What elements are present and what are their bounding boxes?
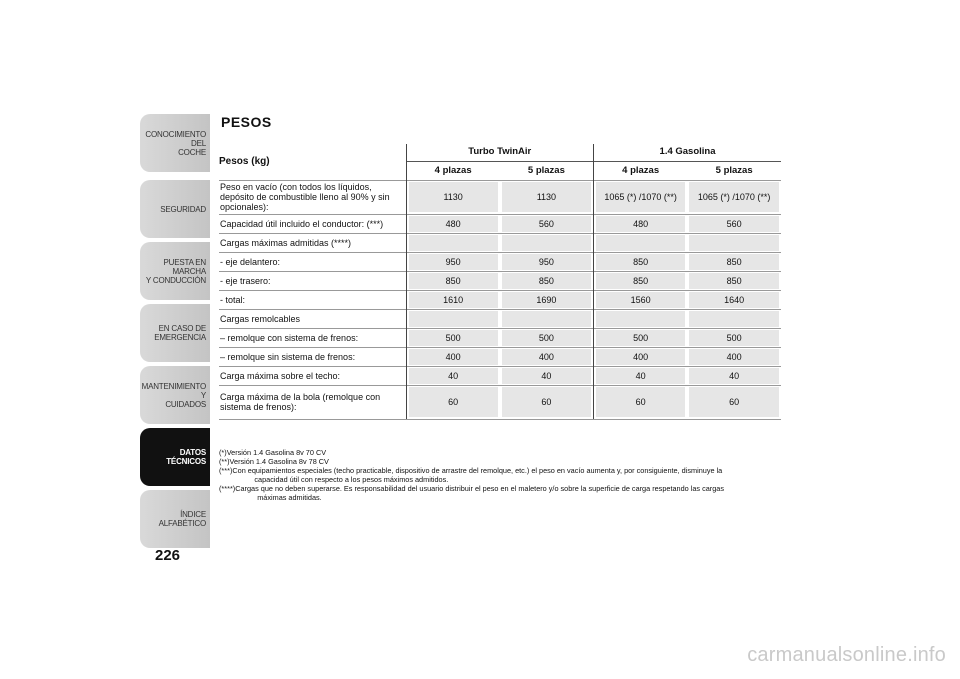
footnote-mark: (*) (219, 448, 227, 457)
cell-value: 1610 (409, 292, 498, 308)
cell-value: 40 (596, 368, 685, 384)
table-cell (406, 290, 500, 309)
table-row (219, 309, 781, 328)
table-row (219, 328, 781, 347)
table-cell (406, 252, 500, 271)
cell-value (689, 235, 779, 251)
row-label: – remolque sin sistema de frenos: (219, 347, 406, 366)
cell-value: 560 (502, 216, 591, 232)
cell-value: 1065 (*) /1070 (**) (596, 182, 685, 212)
table-row (219, 180, 781, 214)
cell-value: 500 (502, 330, 591, 346)
cell-value: 60 (689, 387, 779, 417)
footnote-mark: (****) (219, 484, 236, 493)
table-cell (687, 366, 781, 385)
group-header-gasolina: 1.4 Gasolina (594, 144, 782, 161)
cell-value: 850 (596, 254, 685, 270)
cell-value: 480 (596, 216, 685, 232)
table-cell (594, 180, 688, 214)
table-cell (406, 233, 500, 252)
cell-value: 400 (502, 349, 591, 365)
row-label: - total: (219, 290, 406, 309)
table-cell (687, 214, 781, 233)
cell-value: 1130 (502, 182, 591, 212)
row-label: Carga máxima de la bola (remolque con sistema de frenos): (219, 385, 406, 419)
cell-value: 60 (502, 387, 591, 417)
footnote-text: Cargas que no deben superarse. Es responsabilidad del usuario distribuir el peso en el maletero y/o sobre la superficie de carga respetando las cargas (235, 484, 724, 493)
table-row (219, 252, 781, 271)
sidebar-item-datos-tecnicos[interactable]: DATOS TÉCNICOS (140, 428, 210, 486)
table-row (219, 347, 781, 366)
cell-value: 40 (502, 368, 591, 384)
cell-value: 500 (596, 330, 685, 346)
table-row (219, 366, 781, 385)
table-cell (594, 385, 688, 419)
seats-header: 4 plazas (406, 161, 500, 180)
cell-value: 950 (409, 254, 498, 270)
footnote (219, 466, 779, 484)
cell-value: 40 (689, 368, 779, 384)
footnote-text-continued: capacidad útil con respecto a los pesos máximos admitidos. (254, 475, 449, 484)
table-cell (406, 214, 500, 233)
table-cell (500, 366, 594, 385)
table-cell (406, 366, 500, 385)
table-cell (500, 180, 594, 214)
table-cell (687, 252, 781, 271)
table-cell (594, 309, 688, 328)
footnote-text: Con equipamientos especiales (techo practicable, dispositivo de arrastre del remolque, etc.) el peso en vacío aumenta y, por consiguiente, disminuye la (232, 466, 723, 475)
cell-value: 60 (409, 387, 498, 417)
cell-value: 500 (409, 330, 498, 346)
cell-value: 400 (409, 349, 498, 365)
cell-value (596, 311, 685, 327)
cell-value: 500 (689, 330, 779, 346)
cell-value: 560 (689, 216, 779, 232)
table-cell (406, 309, 500, 328)
group-header-turbo-twinair: Turbo TwinAir (406, 144, 594, 161)
footnote-text-wrap (230, 457, 779, 466)
row-label: - eje delantero: (219, 252, 406, 271)
table-cell (500, 233, 594, 252)
table-cell (500, 271, 594, 290)
row-label: Cargas remolcables (219, 309, 406, 328)
watermark: carmanualsonline.info (747, 644, 946, 666)
table-cell (594, 271, 688, 290)
cell-value: 1130 (409, 182, 498, 212)
cell-value: 1065 (*) /1070 (**) (689, 182, 779, 212)
footnote-text-continued: máximas admitidas. (257, 493, 322, 502)
row-label: Cargas máximas admitidas (****) (219, 233, 406, 252)
sidebar-item-emergencia[interactable]: EN CASO DE EMERGENCIA (140, 304, 210, 362)
sidebar-item-conocimiento[interactable]: CONOCIMIENTO DEL COCHE (140, 114, 210, 172)
table-cell (500, 309, 594, 328)
table-cell (687, 180, 781, 214)
table-cell (594, 233, 688, 252)
sidebar-item-puesta-en-marcha[interactable]: PUESTA EN MARCHA Y CONDUCCIÓN (140, 242, 210, 300)
table-cell (594, 252, 688, 271)
row-label: Carga máxima sobre el techo: (219, 366, 406, 385)
footnote (219, 457, 779, 466)
table-cell (406, 347, 500, 366)
cell-value: 40 (409, 368, 498, 384)
cell-value: 1640 (689, 292, 779, 308)
table-label-header: Pesos (kg) (219, 155, 270, 167)
table-row (219, 233, 781, 252)
table-cell (687, 290, 781, 309)
table-cell (500, 214, 594, 233)
table-cell (687, 233, 781, 252)
table-cell (500, 347, 594, 366)
footnote (219, 484, 779, 502)
cell-value (409, 311, 498, 327)
cell-value (596, 235, 685, 251)
cell-value (502, 235, 591, 251)
table-row (219, 214, 781, 233)
row-label: Capacidad útil incluido el conductor: (***) (219, 214, 406, 233)
table-cell (406, 328, 500, 347)
cell-value (409, 235, 498, 251)
sidebar-item-indice-alfabetico[interactable]: ÍNDICE ALFABÉTICO (140, 490, 210, 548)
cell-value: 850 (689, 273, 779, 289)
cell-value: 400 (689, 349, 779, 365)
table-cell (500, 290, 594, 309)
table-cell (687, 385, 781, 419)
sidebar-item-seguridad[interactable]: SEGURIDAD (140, 180, 210, 238)
weights-table (219, 144, 781, 420)
table-cell (687, 271, 781, 290)
footnote-text-wrap (232, 466, 779, 484)
table-cell (687, 347, 781, 366)
row-label: - eje trasero: (219, 271, 406, 290)
table-cell (406, 271, 500, 290)
table-cell (594, 328, 688, 347)
cell-value (502, 311, 591, 327)
cell-value: 950 (502, 254, 591, 270)
row-label: – remolque con sistema de frenos: (219, 328, 406, 347)
footnote-text: Versión 1.4 Gasolina 8v 78 CV (229, 457, 329, 466)
table-cell (594, 347, 688, 366)
cell-value (689, 311, 779, 327)
row-label: Peso en vacío (con todos los líquidos, depósito de combustible lleno al 90% y sin opcionales): (219, 180, 406, 214)
seats-header: 5 plazas (500, 161, 594, 180)
page-title: PESOS (221, 114, 272, 130)
cell-value: 1560 (596, 292, 685, 308)
footnote-text: Versión 1.4 Gasolina 8v 70 CV (226, 448, 327, 457)
table-row (219, 271, 781, 290)
table-cell (687, 309, 781, 328)
cell-value: 850 (596, 273, 685, 289)
table-row (219, 385, 781, 419)
seats-header: 5 plazas (687, 161, 781, 180)
table-cell (594, 366, 688, 385)
table-cell (500, 385, 594, 419)
page-number: 226 (155, 547, 181, 564)
footnote-text-wrap (235, 484, 779, 502)
table-cell (406, 180, 500, 214)
table-cell (500, 328, 594, 347)
footnote-mark: (***) (219, 466, 233, 475)
sidebar-item-mantenimiento[interactable]: MANTENIMIENTO Y CUIDADOS (140, 366, 210, 424)
table-cell (687, 328, 781, 347)
table-cell (594, 290, 688, 309)
cell-value: 400 (596, 349, 685, 365)
cell-value: 1690 (502, 292, 591, 308)
table-cell (406, 385, 500, 419)
table-cell (594, 214, 688, 233)
table-row (219, 290, 781, 309)
seats-header: 4 plazas (594, 161, 688, 180)
cell-value: 480 (409, 216, 498, 232)
footnote (219, 448, 779, 457)
footnote-mark: (**) (219, 457, 230, 466)
cell-value: 850 (502, 273, 591, 289)
footnotes (219, 448, 779, 502)
footnote-text-wrap (227, 448, 779, 457)
weights-table-container (219, 144, 781, 420)
cell-value: 850 (409, 273, 498, 289)
cell-value: 850 (689, 254, 779, 270)
table-cell (500, 252, 594, 271)
cell-value: 60 (596, 387, 685, 417)
